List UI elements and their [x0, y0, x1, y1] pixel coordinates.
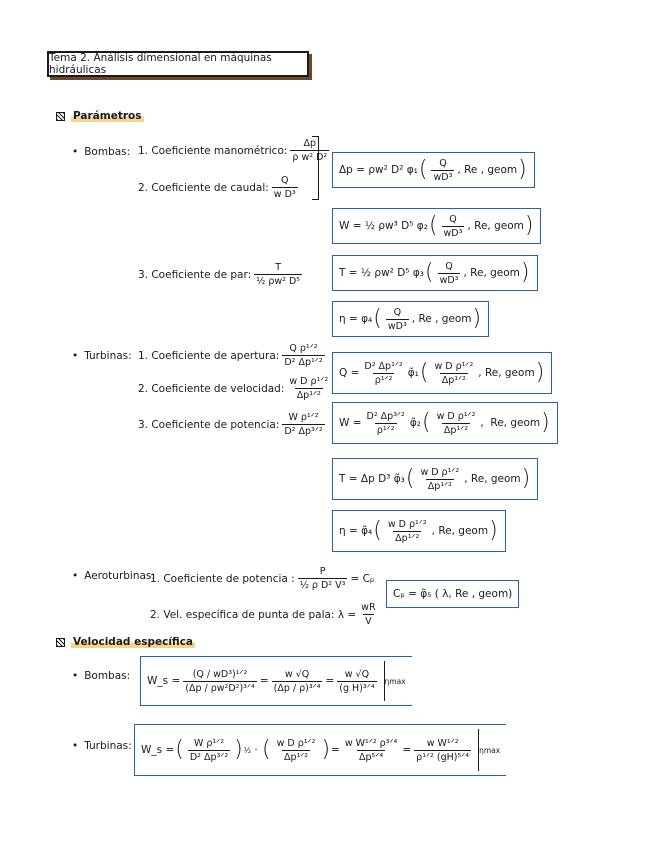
bombas-formula-4: η = φ₄ ( $\frac{Q}{\text{wD³}}$ , Re , geom ) — [332, 301, 489, 337]
vel-bombas-label: • Bombas: — [72, 670, 130, 682]
bombas-formula-3: T = ½ ρw² D⁵ φ₃ ( $\frac{Q}{\text{wD³}}$ , Re, geom ) — [332, 255, 538, 291]
aeroturbinas-coef-2: 2. Vel. específica de punta de pala: λ = $\frac{wR}{V}$ — [150, 602, 376, 627]
aeroturbinas-label: • Aeroturbinas: — [72, 570, 155, 582]
fraction: $\frac{\Delta p}{\text{ρ w² D²}}$ — [292, 138, 328, 163]
vel-bombas-formula: W_s = $\frac{\text{(Q / wD³)¹ᐟ²}}{\text{(Δp / ρw²D²)³ᐟ⁴}}$ = $\frac{w √Q}{\text{(Δp / ρ)³ᐟ⁴}}$ = $\frac{w √Q}{\text{(g H)³ᐟ⁴}}$ ηmax — [140, 656, 412, 706]
vel-turbinas-formula: W_s = ( $\frac{\text{W ρ¹ᐟ²}}{\text{D² Δp³ᐟ²}}$ ) ½ · ( $\frac{\text{w D ρ¹ᐟ²}}{\text{Δp¹ᐟ²}}$ ) = $\frac{\text{w W¹ᐟ² ρ³ᐟ⁴}}{\text{Δp⁵ᐟ⁴}}$ = $\frac{\text{w W¹ᐟ²}}{\text{ρ¹ᐟ² (gH)⁵ᐟ⁴}}$ ηmax — [134, 724, 506, 776]
fraction: $\frac{Q}{\text{w D³}}$ — [273, 175, 296, 200]
brace — [312, 136, 319, 200]
turbinas-formula-3: T = Δp D³ φ̃₃ ( $\frac{\text{w D ρ¹ᐟ²}}{\text{Δp¹ᐟ²}}$ , Re, geom ) — [332, 458, 538, 500]
turbinas-label: • Turbinas: — [72, 350, 132, 362]
bombas-coef-1: 1. Coeficiente manométrico: $\frac{\Delta p}{\text{ρ w² D²}}$ — [138, 138, 328, 163]
aeroturbinas-formula: Cₚ = φ̃₅ ( λ, Re , geom) — [386, 580, 519, 608]
aeroturbinas-coef-1: 1. Coeficiente de potencia : $\frac{P}{\text{½ ρ D² V³}}$ = Cₚ — [150, 566, 375, 591]
turbinas-formula-4: η = φ̃₄ ( $\frac{\text{w D ρ¹ᐟ²}}{\text{Δp¹ᐟ²}}$ , Re, geom ) — [332, 510, 506, 552]
turbinas-coef-3: 3. Coeficiente de potencia: $\frac{\text{W ρ¹ᐟ²}}{\text{D² Δp³ᐟ²}}$ — [138, 412, 323, 437]
section-square-icon — [56, 112, 65, 121]
bombas-formula-2: W = ½ ρw³ D⁵ φ₂ ( $\frac{Q}{\text{wD³}}$ , Re, geom ) — [332, 208, 541, 244]
turbinas-formula-2: W = $\frac{\text{D² Δp³ᐟ²}}{\text{ρ¹ᐟ²}}$ φ̃₂ ( $\frac{\text{w D ρ¹ᐟ²}}{\text{Δp¹ᐟ²}}$ , Re, geom ) — [332, 402, 558, 444]
turbinas-coef-2: 2. Coeficiente de velocidad: $\frac{\text{w D ρ¹ᐟ²}}{\text{Δp¹ᐟ²}}$ — [138, 376, 329, 401]
page-title: Tema 2. Análisis dimensional en máquinas hidráulicas — [47, 51, 309, 77]
bombas-formula-1: Δp = ρw² D² φ₁ ( $\frac{Q}{\text{wD³}}$ , Re , geom ) — [332, 152, 535, 188]
section-parametros: Parámetros — [56, 110, 144, 122]
turbinas-formula-1: Q = $\frac{\text{D² Δp¹ᐟ²}}{\text{ρ¹ᐟ²}}$ φ̃₁ ( $\frac{\text{w D ρ¹ᐟ²}}{\text{Δp¹ᐟ²}}$ , Re, geom ) — [332, 352, 552, 394]
vel-turbinas-label: • Turbinas: — [72, 740, 132, 752]
section-velocidad: Velocidad específica — [56, 636, 195, 648]
bombas-coef-2: 2. Coeficiente de caudal: $\frac{Q}{\text{w D³}}$ — [138, 175, 296, 200]
bombas-coef-3: 3. Coeficiente de par: $\frac{T}{\text{½ ρw² D⁵}}$ — [138, 262, 301, 287]
turbinas-coef-1: 1. Coeficiente de apertura: $\frac{\text{Q ρ¹ᐟ²}}{\text{D² Δp¹ᐟ²}}$ — [138, 343, 323, 368]
section-square-icon — [56, 638, 65, 647]
bombas-label: • Bombas: — [72, 146, 130, 158]
fraction: $\frac{T}{\text{½ ρw² D⁵}}$ — [256, 262, 301, 287]
